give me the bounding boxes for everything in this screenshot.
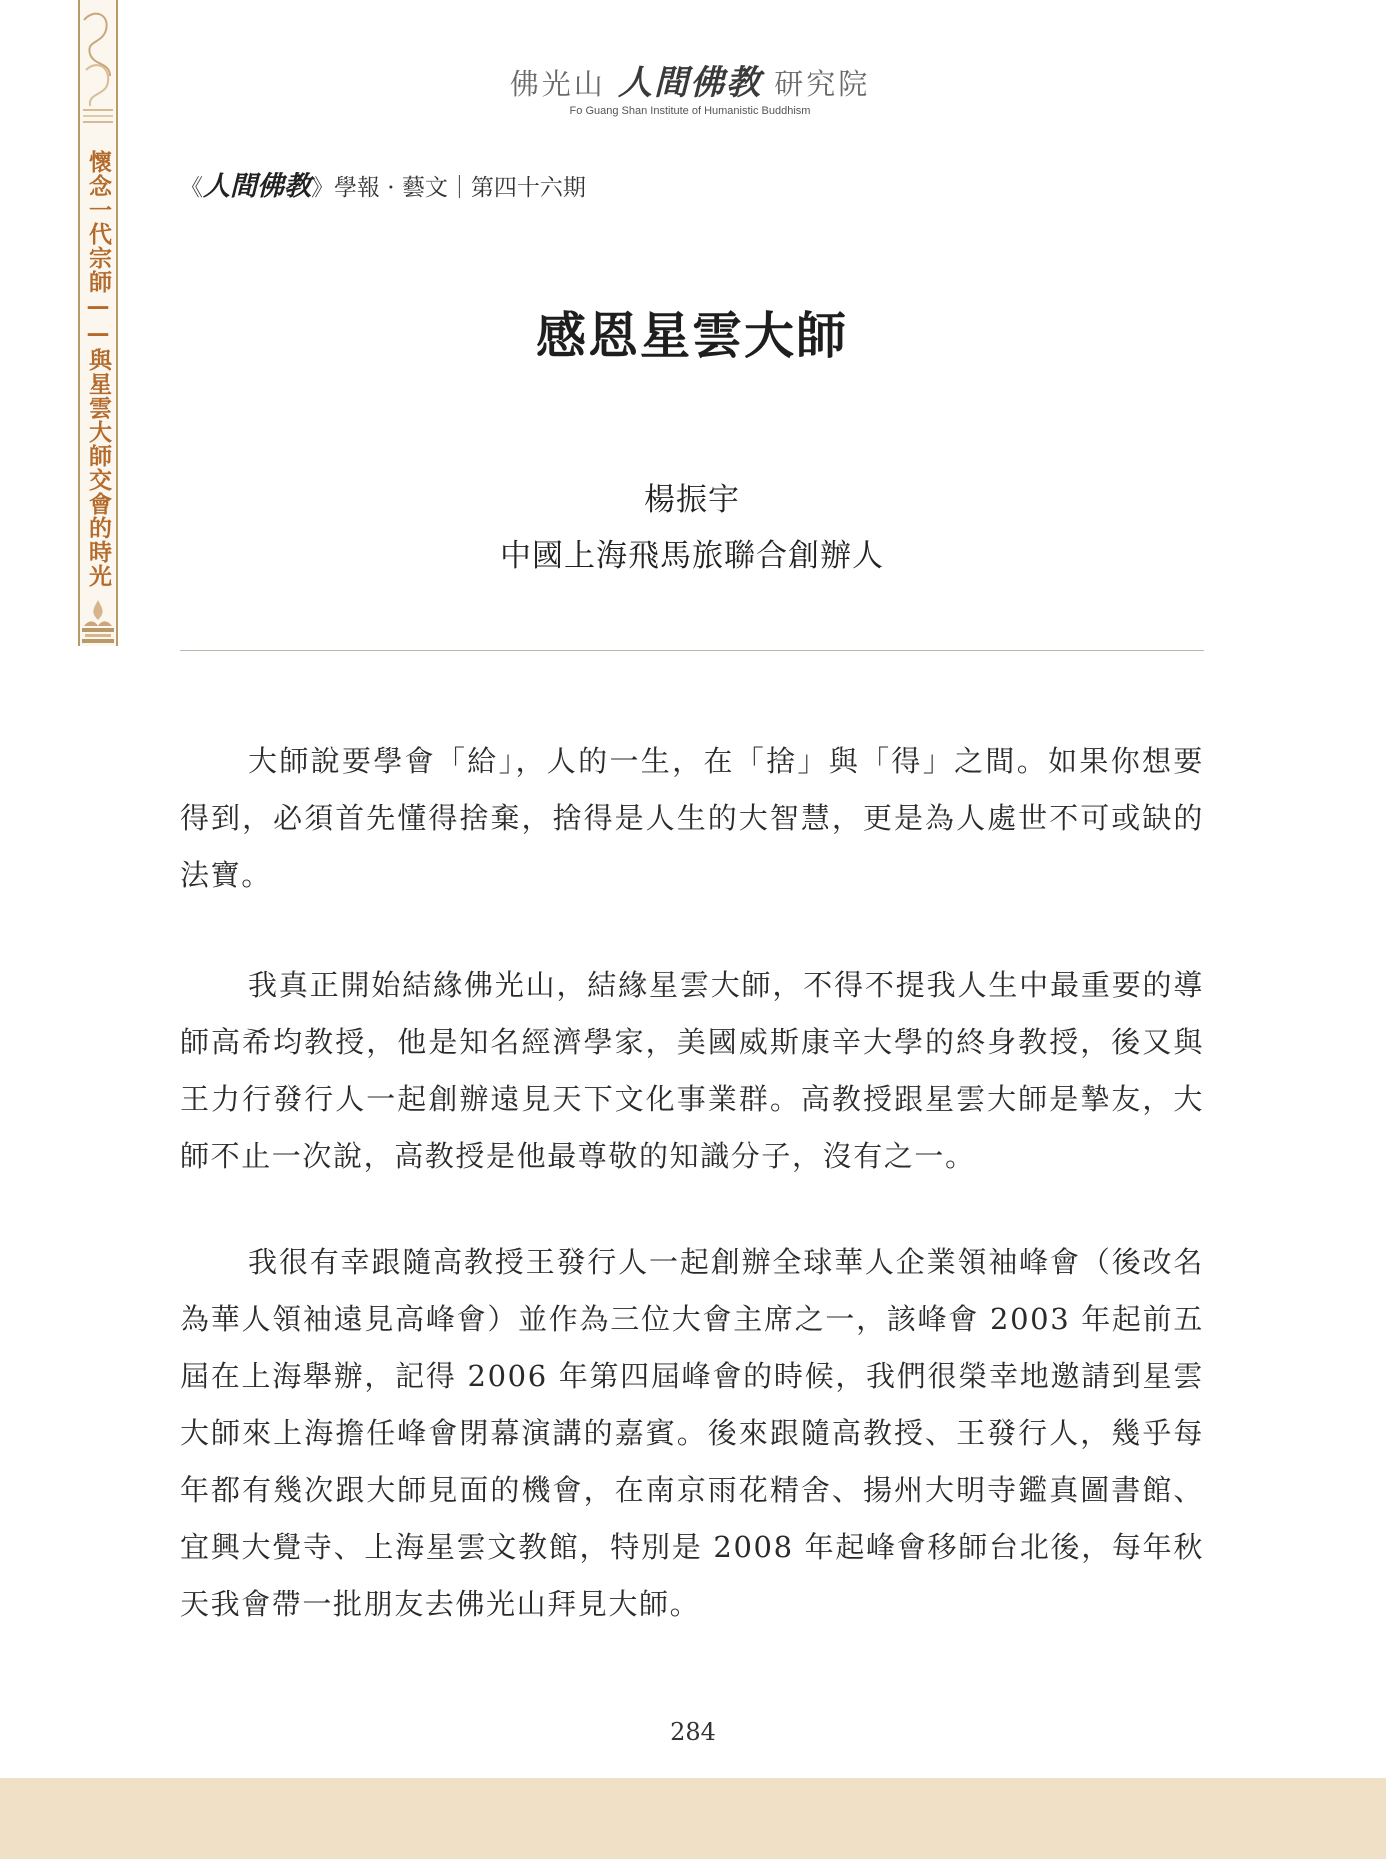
running-head-open-bracket: 《 [180,175,203,201]
footer-band [0,1778,1386,1859]
institute-prefix: 佛光山 [509,67,606,101]
institute-english-name: Fo Guang Shan Institute of Humanistic Buddhism [569,105,811,117]
body-paragraph: 我很有幸跟隨高教授王發行人一起創辦全球華人企業領袖峰會（後改名為華人領袖遠見高峰會）並作為三位大會主席之一，該峰會 2003 年起前五屆在上海舉辦，記得 2006 年第四屆峰會的時候，我們很榮幸地邀請到星雲大師來上海擔任峰會閉幕演講的嘉賓。後來跟隨高教授、王發行人，幾乎每年都有幾次跟大師見面的機會，在南京雨花精舍、揚州大明寺鑑真圖書館、宜興大覺寺、上海星雲文教館，特別是 2008 年起峰會移師台北後，每年秋天我會帶一批朋友去佛光山拜見大師。 [180,1245,1204,1621]
running-head [180,164,586,203]
body-paragraph: 我真正開始結緣佛光山，結緣星雲大師，不得不提我人生中最重要的導師高希均教授，他是知名經濟學家，美國威斯康辛大學的終身教授，後又與王力行發行人一起創辦遠見天下文化事業群。高教授跟星雲大師是摯友，大師不止一次說，高教授是他最尊敬的知識分子，沒有之一。 [180,968,1204,1173]
body-paragraph: 大師說要學會「給」，人的一生，在「捨」與「得」之間。如果你想要得到，必須首先懂得捨棄，捨得是人生的大智慧，更是為人處世不可或缺的法寶。 [180,744,1204,892]
article-title: 感恩星雲大師 [536,307,848,365]
institute-brand: 人間佛教 [618,63,762,103]
side-section-title: 懷念一代宗師——與星雲大師交會的時光 [85,150,111,588]
title-divider [180,650,1204,651]
lotus-ornament-icon [80,596,116,646]
institute-suffix: 研究院 [774,67,871,101]
institute-logo [480,64,900,124]
author-affiliation: 中國上海飛馬旅聯合創辦人 [500,538,884,574]
wave-ornament-icon [80,0,116,130]
page-number: 284 [670,1718,716,1746]
side-tab [78,0,118,646]
journal-name: 人間佛教 [203,171,311,202]
article-author: 楊振宇 [644,482,740,518]
running-head-close-bracket: 》 [311,175,334,201]
running-head-section-issue: 學報 · 藝文｜第四十六期 [334,175,586,201]
